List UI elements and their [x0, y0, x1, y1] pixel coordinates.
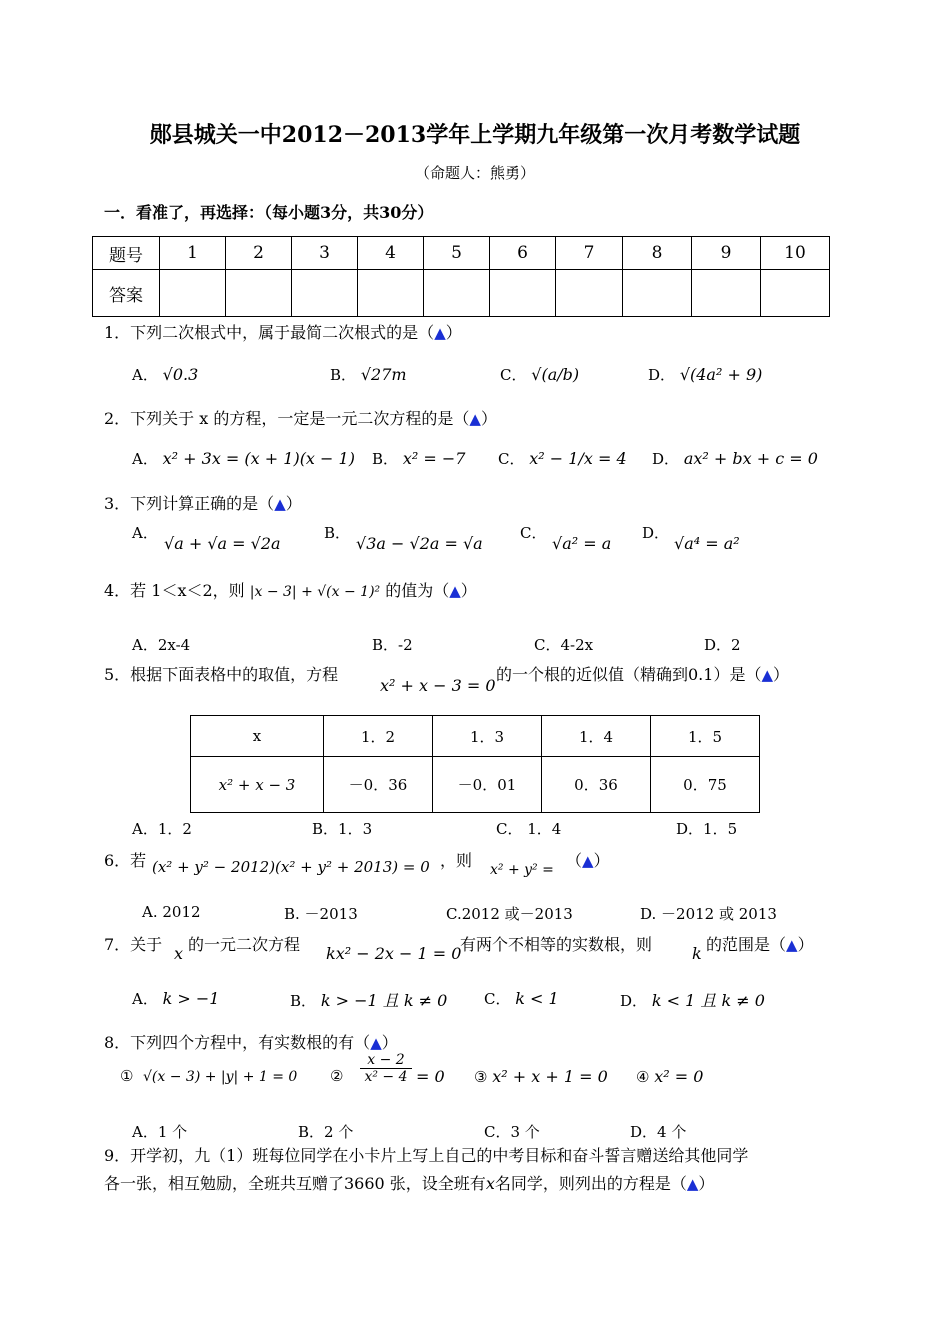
answer-table-num: 3: [292, 237, 358, 270]
q3-option-c-label: C．: [520, 524, 547, 542]
q7-after: 有两个不相等的实数根，则: [460, 935, 653, 954]
q7-option-b: B． k > −1 且 k ≠ 0: [290, 991, 448, 1010]
q3-option-b: √3a − √2a = √a: [356, 534, 483, 553]
value-table-cell: 1．4: [542, 716, 651, 757]
question-8: 8．下列四个方程中，有实数根的有（▲）: [104, 1033, 398, 1052]
q8-item-2-fraction: x − 2 x² − 4: [360, 1052, 412, 1085]
q1-close: ）: [445, 323, 462, 342]
q1-option-c: C． √(a/b): [500, 365, 580, 384]
question-9-line-2: 各一张，相互勉励，全班共互赠了3660 张，设全班有x名同学，则列出的方程是（▲）: [104, 1174, 715, 1193]
answer-table-header-label: 题号: [93, 237, 160, 270]
q4-expression: |x − 3| + √(x − 1)²: [249, 584, 381, 600]
value-table-cell: 0．75: [651, 757, 760, 813]
q7-var-x: x: [174, 944, 184, 963]
q7-option-d: D． k < 1 且 k ≠ 0: [620, 991, 765, 1010]
value-table-cell: x² + x − 3: [191, 757, 324, 813]
question-1: [104, 320, 462, 343]
value-table-cell: －0．01: [433, 757, 542, 813]
q7-option-c: C． k < 1: [484, 989, 559, 1008]
triangle-icon: ▲: [434, 324, 446, 342]
q7-option-a: A． k > −1: [132, 989, 220, 1008]
q8-option-a: A．1 个: [132, 1123, 188, 1141]
q7-end: 的范围是（▲）: [706, 935, 814, 954]
q6-option-c: C.2012 或－2013: [446, 905, 573, 923]
question-9-line-1: 9．开学初，九（1）班每位同学在小卡片上写上自己的中考目标和奋斗誓言赠送给其他同学: [104, 1146, 749, 1165]
q3-option-b-label: B．: [324, 524, 351, 542]
value-table-cell: －0．36: [324, 757, 433, 813]
q2-option-b: B． x² = −7: [372, 449, 466, 468]
q8-option-c: C．3 个: [484, 1123, 540, 1141]
q5-option-c: C． 1．4: [496, 820, 562, 838]
q6-then: ，则: [440, 851, 473, 870]
q2-option-c: C． x² − 1/x = 4: [498, 449, 627, 468]
author-line: （命题人：熊勇）: [414, 164, 535, 182]
answer-cell[interactable]: [761, 270, 830, 317]
question-6-stem: 6．若: [104, 851, 147, 870]
answer-cell[interactable]: [226, 270, 292, 317]
q3-option-d: √a⁴ = a²: [674, 534, 740, 553]
q4-option-c: C．4-2x: [534, 636, 594, 654]
answer-table-answer-label: 答案: [93, 270, 160, 317]
q7-var-k: k: [692, 944, 702, 963]
q7-mid: 的一元二次方程: [188, 935, 301, 954]
answer-table-num: 9: [692, 237, 761, 270]
q4-option-b: B．-2: [372, 636, 413, 654]
answer-table-num: 4: [358, 237, 424, 270]
q6-option-a: A. 2012: [142, 903, 201, 921]
triangle-icon: ▲: [686, 1175, 699, 1193]
answer-table: [92, 236, 830, 317]
q6-equation: (x² + y² − 2012)(x² + y² + 2013) = 0: [152, 858, 430, 876]
value-table: [190, 715, 760, 813]
value-table-cell: 1．2: [324, 716, 433, 757]
q8-item-2-rhs: = 0: [416, 1067, 445, 1086]
q8-item-1: ① √(x − 3) + |y| + 1 = 0: [120, 1067, 298, 1085]
answer-cell[interactable]: [160, 270, 226, 317]
q8-option-d: D．4 个: [630, 1123, 687, 1141]
value-table-cell: 0．36: [542, 757, 651, 813]
q3-option-a-label: A．: [132, 524, 158, 542]
q6-blank: （▲）: [566, 851, 610, 870]
answer-cell[interactable]: [292, 270, 358, 317]
triangle-icon: ▲: [786, 936, 798, 954]
answer-table-num: 5: [424, 237, 490, 270]
exam-title: 郧县城关一中2012－2013学年上学期九年级第一次月考数学试题: [149, 122, 801, 148]
answer-table-num: 6: [490, 237, 556, 270]
value-table-cell: x: [191, 716, 324, 757]
q4-option-d: D．2: [704, 636, 741, 654]
q5-option-b: B．1．3: [312, 820, 373, 838]
q1-option-a: A． √0.3: [132, 365, 199, 384]
answer-cell[interactable]: [623, 270, 692, 317]
q8-option-b: B．2 个: [298, 1123, 354, 1141]
q3-option-d-label: D．: [642, 524, 670, 542]
answer-table-num: 2: [226, 237, 292, 270]
answer-cell[interactable]: [692, 270, 761, 317]
answer-table-num: 10: [761, 237, 830, 270]
question-5-after: 的一个根的近似值（精确到0.1）是（▲）: [496, 665, 790, 684]
q7-equation: kx² − 2x − 1 = 0: [326, 944, 462, 963]
q5-equation: x² + x − 3 = 0: [380, 676, 496, 695]
q6-option-d: D. －2012 或 2013: [640, 905, 777, 923]
q2-option-d: D． ax² + bx + c = 0: [652, 449, 818, 468]
triangle-icon: ▲: [449, 582, 461, 600]
answer-table-num: 8: [623, 237, 692, 270]
q1-option-d: D． √(4a² + 9): [648, 365, 763, 384]
answer-table-num: 7: [556, 237, 623, 270]
q3-option-c: √a² = a: [552, 534, 612, 553]
answer-cell[interactable]: [358, 270, 424, 317]
section-heading: 一．看准了，再选择：（每小题3分，共30分）: [104, 203, 434, 222]
triangle-icon: ▲: [582, 852, 594, 870]
q5-option-a: A．1．2: [132, 820, 192, 838]
answer-cell[interactable]: [490, 270, 556, 317]
q8-item-4: ④ x² = 0: [636, 1067, 704, 1086]
q4-option-a: A．2x-4: [132, 636, 191, 654]
q1-stem: 1．下列二次根式中，属于最简二次根式的是（: [104, 323, 435, 342]
q3-option-a: √a + √a = √2a: [164, 534, 281, 553]
triangle-icon: ▲: [370, 1034, 382, 1052]
q6-option-b: B. －2013: [284, 905, 358, 923]
q2-option-a: A． x² + 3x = (x + 1)(x − 1): [132, 449, 355, 468]
answer-cell[interactable]: [424, 270, 490, 317]
value-table-cell: 1．5: [651, 716, 760, 757]
triangle-icon: ▲: [761, 666, 773, 684]
q6-expression: x² + y² =: [490, 862, 554, 878]
answer-cell[interactable]: [556, 270, 623, 317]
question-7-stem: 7．关于: [104, 935, 163, 954]
q8-item-3: ③ x² + x + 1 = 0: [474, 1067, 608, 1086]
triangle-icon: ▲: [469, 410, 481, 428]
question-4: 4．若 1＜x＜2，则 |x − 3| + √(x − 1)² 的值为（▲）: [104, 581, 477, 600]
question-3: 3．下列计算正确的是（▲）: [104, 494, 302, 513]
q1-option-b: B． √27m: [330, 365, 407, 384]
triangle-icon: ▲: [274, 495, 286, 513]
value-table-cell: 1．3: [433, 716, 542, 757]
question-5-stem: 5．根据下面表格中的取值，方程: [104, 665, 339, 684]
question-2: 2．下列关于 x 的方程，一定是一元二次方程的是（▲）: [104, 409, 497, 428]
q5-option-d: D．1．5: [676, 820, 738, 838]
answer-table-num: 1: [160, 237, 226, 270]
q8-item-2-label: ②: [330, 1067, 344, 1085]
